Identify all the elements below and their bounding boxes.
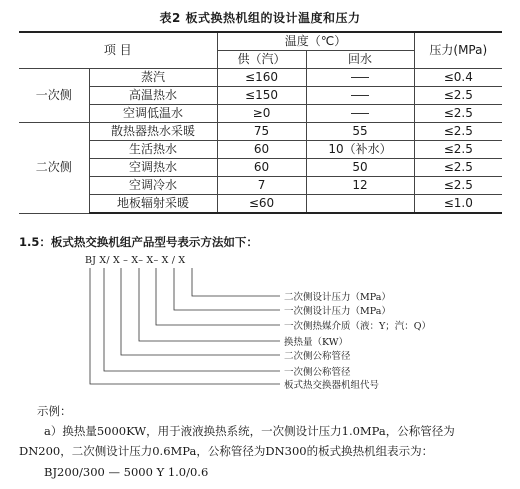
row-item: 空调冷水 [89,177,217,195]
row-return: 10（补水） [306,141,414,159]
row-item: 高温热水 [89,87,217,105]
row-item: 空调低温水 [89,105,217,123]
row-supply: ≤150 [217,87,306,105]
table-title: 表2 板式换热机组的设计温度和压力 [159,11,361,25]
leader-line-unit-code [90,268,280,384]
row-item: 生活热水 [89,141,217,159]
row-supply: 75 [217,123,306,141]
example-description-line-1: a）换热量5000KW，用于液液换热系统，一次侧设计压力1.0MPa，公称管径为 [44,424,455,438]
legend-primary-diameter: 一次侧公称管径 [284,367,351,378]
row-item: 蒸汽 [89,69,217,87]
row-pressure: ≤2.5 [414,87,502,105]
legend-secondary-diameter: 二次侧公称管径 [284,351,351,362]
row-pressure: ≤2.5 [414,141,502,159]
header-supply: 供（汽） [217,51,306,69]
header-temperature: 温度（℃） [217,32,414,51]
row-item: 空调热水 [89,159,217,177]
legend-secondary-pressure: 二次侧设计压力（MPa） [284,292,391,303]
row-pressure: ≤2.5 [414,105,502,123]
model-code-pattern: BJ X/ X – X– X– X / X [85,255,186,266]
legend-unit-code: 板式热交换器机组代号 [284,380,380,391]
leader-line-heat-capacity [139,268,280,341]
row-pressure: ≤1.0 [414,195,502,214]
section-heading: 1.5：板式热交换机组产品型号表示方法如下： [19,235,258,249]
legend-primary-medium: 一次侧热媒介质（液：Y；汽：Q） [284,321,432,332]
row-item: 地板辐射采暖 [89,195,217,214]
example-label: 示例： [37,404,72,418]
row-pressure: ≤2.5 [414,159,502,177]
row-pressure: ≤0.4 [414,69,502,87]
group-label-secondary: 二次侧 [19,123,89,214]
row-return: 12 [306,177,414,195]
group-label-primary: 一次侧 [19,69,89,123]
header-pressure: 压力(MPa) [414,32,502,69]
row-pressure: ≤2.5 [414,177,502,195]
row-supply: 7 [217,177,306,195]
row-supply: 60 [217,159,306,177]
row-pressure: ≤2.5 [414,123,502,141]
example-model-code: BJ200/300 — 5000 Y 1.0/0.6 [44,465,209,479]
row-return: 50 [306,159,414,177]
row-supply: ≤160 [217,69,306,87]
header-item: 项 目 [19,32,217,69]
row-return: 55 [306,123,414,141]
row-item: 散热器热水采暖 [89,123,217,141]
leader-line-medium [156,268,280,325]
header-return: 回水 [306,51,414,69]
leader-line-secondary-diameter [121,268,280,355]
legend-heat-capacity: 换热量（KW） [284,337,349,348]
leader-line-secondary-pressure [192,268,280,296]
legend-primary-pressure: 一次侧设计压力（MPa） [284,306,391,317]
example-description-line-2: DN200，二次侧设计压力0.6MPa，公称管径为DN300的板式换热机组表示为： [19,444,434,458]
leader-line-primary-pressure [174,268,280,310]
row-supply: ≥0 [217,105,306,123]
row-supply: ≤60 [217,195,306,214]
row-supply: 60 [217,141,306,159]
